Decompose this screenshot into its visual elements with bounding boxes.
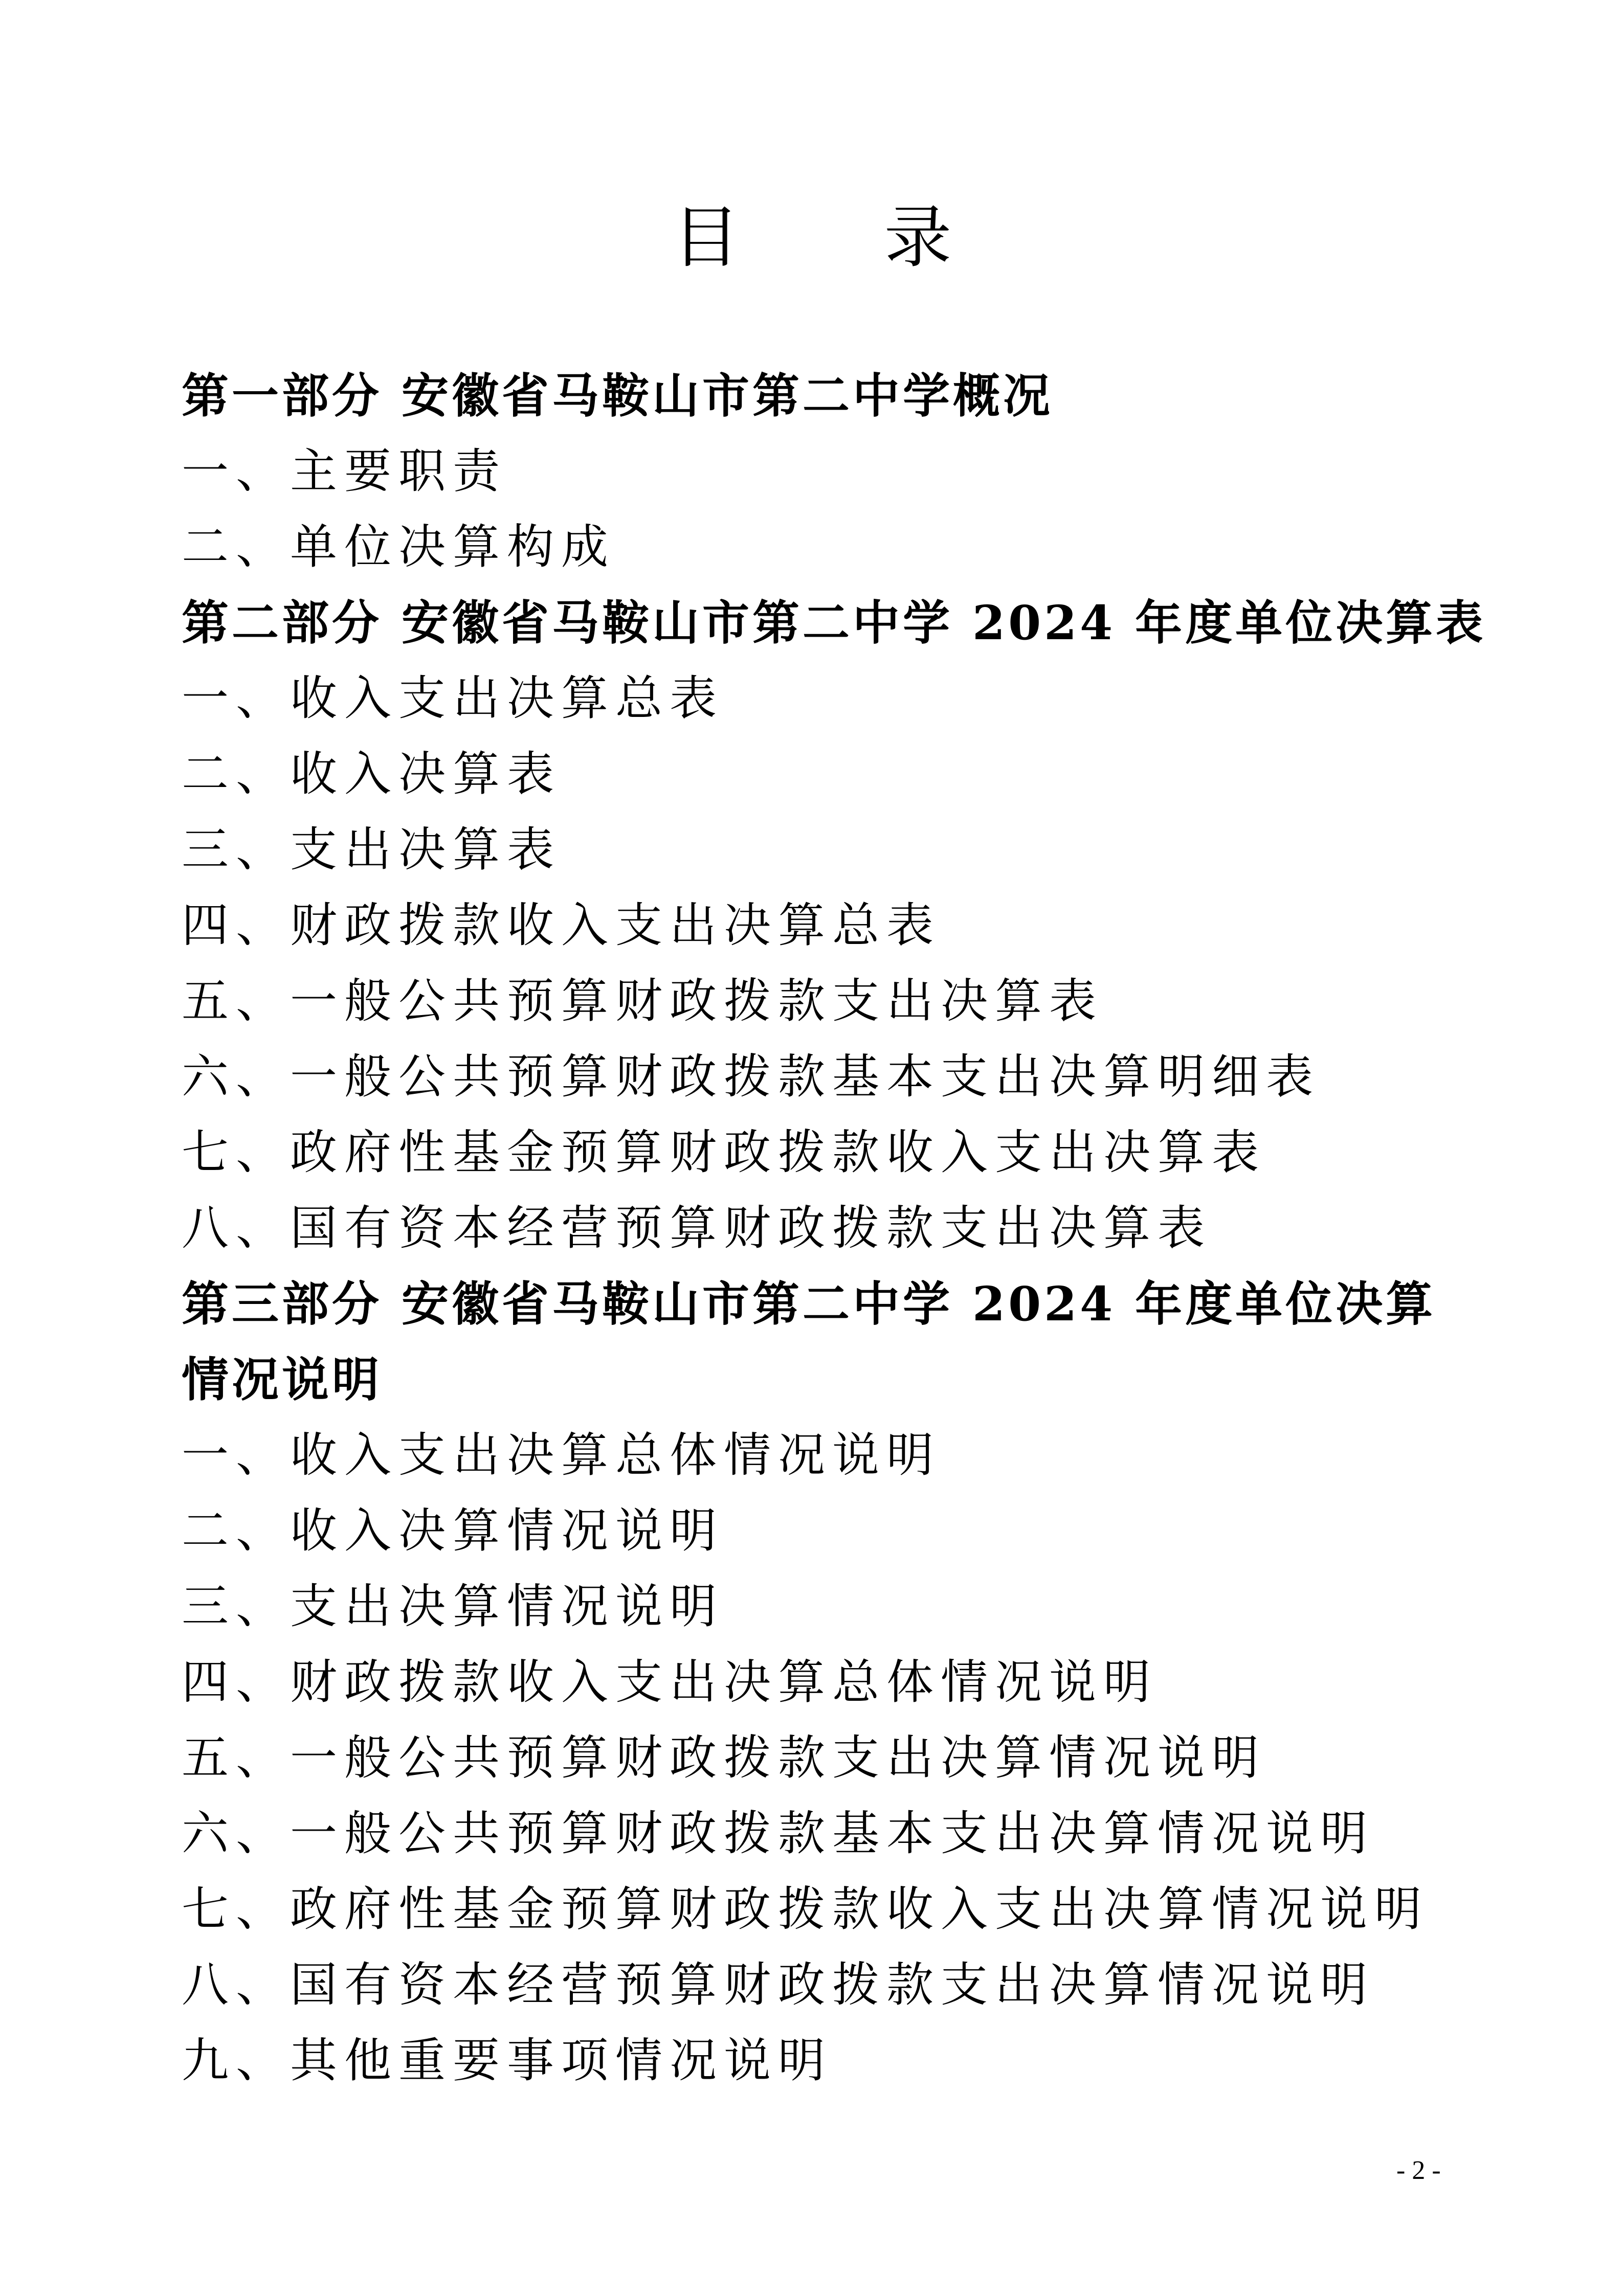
toc-entry[interactable]: 六、一般公共预算财政拨款基本支出决算情况说明 — [182, 1806, 1375, 1861]
toc-part-3[interactable]: 第三部分 安徽省马鞍山市第二中学 2024 年度单位决算情况说明 — [182, 1276, 1436, 1407]
toc-entry[interactable]: 一、主要职责 — [182, 444, 507, 499]
toc-part-1[interactable]: 第一部分 安徽省马鞍山市第二中学概况 — [182, 368, 1054, 423]
toc-entry[interactable]: 七、政府性基金预算财政拨款收入支出决算情况说明 — [182, 1882, 1429, 1937]
toc-entry[interactable]: 四、财政拨款收入支出决算总表 — [182, 898, 941, 953]
table-of-contents — [182, 358, 1486, 2099]
toc-entry[interactable]: 四、财政拨款收入支出决算总体情况说明 — [182, 1655, 1158, 1709]
toc-entry[interactable]: 一、收入支出决算总表 — [182, 671, 724, 726]
toc-entry[interactable]: 三、支出决算情况说明 — [182, 1579, 724, 1634]
toc-entry[interactable]: 二、单位决算构成 — [182, 520, 616, 574]
toc-entry[interactable]: 五、一般公共预算财政拨款支出决算情况说明 — [182, 1730, 1266, 1785]
toc-entry[interactable]: 五、一般公共预算财政拨款支出决算表 — [182, 974, 1104, 1028]
toc-entry[interactable]: 八、国有资本经营预算财政拨款支出决算情况说明 — [182, 1957, 1375, 2012]
toc-entry[interactable]: 一、收入支出决算总体情况说明 — [182, 1428, 941, 1482]
toc-entry[interactable]: 二、收入决算表 — [182, 747, 562, 801]
page-number: - 2 - — [1396, 2156, 1441, 2185]
page-title: 目 录 — [672, 198, 1013, 277]
toc-entry[interactable]: 二、收入决算情况说明 — [182, 1503, 724, 1558]
toc-entry[interactable]: 六、一般公共预算财政拨款基本支出决算明细表 — [182, 1049, 1321, 1104]
toc-entry[interactable]: 八、国有资本经营预算财政拨款支出决算表 — [182, 1201, 1212, 1255]
toc-entry[interactable]: 九、其他重要事项情况说明 — [182, 2033, 833, 2088]
toc-entry[interactable]: 七、政府性基金预算财政拨款收入支出决算表 — [182, 1125, 1266, 1180]
toc-part-2[interactable]: 第二部分 安徽省马鞍山市第二中学 2024 年度单位决算表 — [182, 595, 1486, 650]
toc-entry[interactable]: 三、支出决算表 — [182, 822, 562, 877]
